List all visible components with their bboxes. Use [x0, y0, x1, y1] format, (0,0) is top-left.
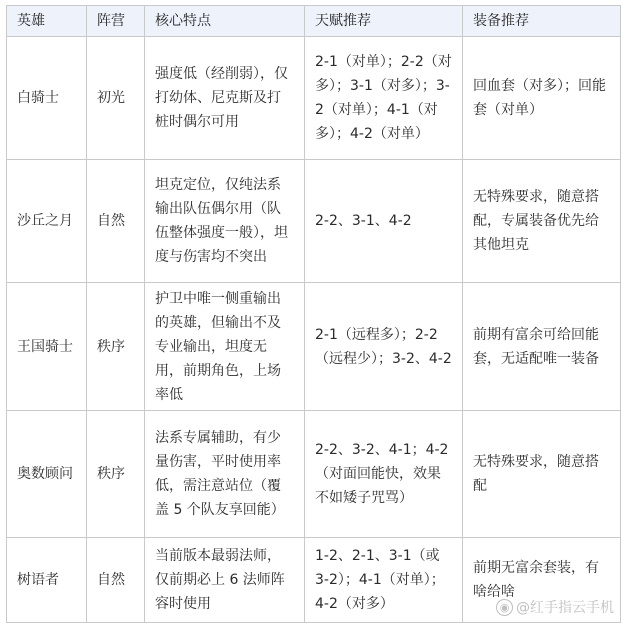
- header-equipment: 装备推荐: [463, 6, 621, 37]
- talent-cell: 2-2、3-1、4-2: [305, 159, 463, 283]
- table-row: [7, 159, 621, 283]
- talent-cell: 2-1（对单）；2-2（对多）；3-1（对多）；3-2（对单）；4-1（对多）；4-2（对单）: [305, 37, 463, 160]
- hero-recommendation-table: [6, 5, 621, 623]
- feature-cell: 坦克定位，仅纯法系输出队伍偶尔用（队伍整体强度一般），坦度与伤害均不突出: [145, 159, 305, 283]
- equipment-cell: 无特殊要求，随意搭配，专属装备优先给其他坦克: [463, 159, 621, 283]
- header-camp: 阵营: [87, 6, 145, 37]
- table-row: [7, 283, 621, 411]
- equipment-cell: 前期无富余套装，有啥给啥: [463, 537, 621, 622]
- header-feature: 核心特点: [145, 6, 305, 37]
- feature-cell: 护卫中唯一侧重输出的英雄，但输出不及专业输出，坦度无用，前期角色，上场率低: [145, 283, 305, 411]
- table-row: [7, 37, 621, 160]
- talent-cell: 1-2、2-1、3-1（或3-2）；4-1（对单）；4-2（对多）: [305, 537, 463, 622]
- camp-cell: 自然: [87, 159, 145, 283]
- hero-name-cell: 树语者: [7, 537, 87, 622]
- header-hero: 英雄: [7, 6, 87, 37]
- header-talent: 天赋推荐: [305, 6, 463, 37]
- hero-name-cell: 奥数顾问: [7, 411, 87, 538]
- camp-cell: 秩序: [87, 283, 145, 411]
- talent-cell: 2-1（远程多）；2-2（远程少）；3-2、4-2: [305, 283, 463, 411]
- weibo-logo-icon: ◉: [496, 599, 513, 616]
- talent-cell: 2-2、3-2、4-1；4-2（对面回能快，效果不如矮子咒骂）: [305, 411, 463, 538]
- camp-cell: 初光: [87, 37, 145, 160]
- equipment-cell: 前期有富余可给回能套，无适配唯一装备: [463, 283, 621, 411]
- hero-name-cell: 王国骑士: [7, 283, 87, 411]
- watermark: [496, 597, 614, 617]
- header-row: [7, 6, 621, 37]
- feature-cell: 法系专属辅助，有少量伤害，平时使用率低，需注意站位（覆盖 5 个队友享回能）: [145, 411, 305, 538]
- hero-name-cell: 白骑士: [7, 37, 87, 160]
- equipment-cell: 回血套（对多）；回能套（对单）: [463, 37, 621, 160]
- equipment-cell: 无特殊要求，随意搭配: [463, 411, 621, 538]
- feature-cell: 强度低（经削弱），仅打幼体、尼克斯及打桩时偶尔可用: [145, 37, 305, 160]
- camp-cell: 自然: [87, 537, 145, 622]
- hero-name-cell: 沙丘之月: [7, 159, 87, 283]
- camp-cell: 秩序: [87, 411, 145, 538]
- feature-cell: 当前版本最弱法师，仅前期必上 6 法师阵容时使用: [145, 537, 305, 622]
- watermark-text: @红手指云手机: [516, 600, 614, 616]
- table-row: [7, 411, 621, 538]
